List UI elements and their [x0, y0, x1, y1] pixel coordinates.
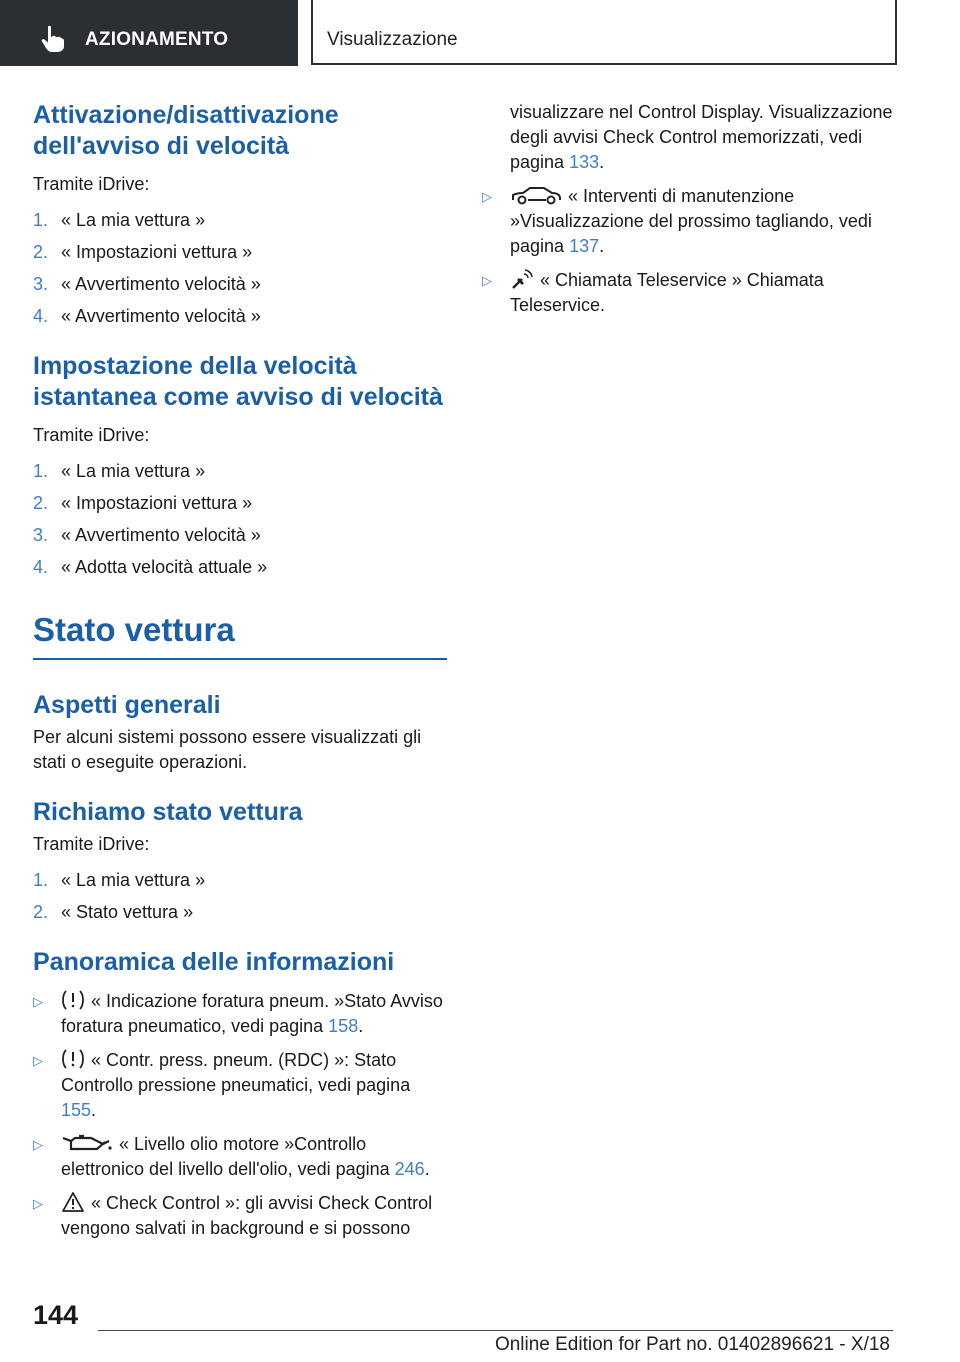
bullet-triangle-icon: ▷: [482, 189, 492, 204]
right-column: [482, 100, 902, 318]
page-number: 144: [33, 1300, 79, 1330]
intro-text: Tramite iDrive:: [33, 425, 150, 445]
section-heading: Richiamo stato vettura: [33, 798, 303, 826]
body-text: Per alcuni sistemi possono essere visualizzati gli stati o eseguite operazioni.: [33, 727, 422, 772]
section-tab: [0, 0, 298, 66]
footer-rule: [98, 1330, 893, 1331]
list-item: ▷ « Check Control »: gli avvisi Check Control vengono salvati in background e si possono: [33, 1193, 433, 1238]
page-link[interactable]: 133: [569, 152, 600, 172]
intro-text: Tramite iDrive:: [33, 174, 150, 194]
section-heading: Attivazione/disattivazione dell'avviso di velocità: [33, 101, 339, 160]
continued-text: visualizzare nel Control Display. Visualizzazione degli avvisi Check Control memorizzati, vedi pagina 133.: [510, 102, 893, 172]
info-list: [33, 989, 447, 1241]
list-item: 1. « La mia vettura »: [33, 210, 206, 230]
list-item: 3. « Avvertimento velocità »: [33, 525, 261, 545]
teleservice-icon: [510, 268, 534, 290]
page-link[interactable]: 137: [569, 236, 600, 256]
car-service-icon: [510, 184, 562, 206]
bullet-triangle-icon: ▷: [482, 273, 492, 288]
bullet-triangle-icon: ▷: [33, 1137, 43, 1152]
section-heading: Panoramica delle informazioni: [33, 948, 395, 976]
bullet-triangle-icon: ▷: [33, 1196, 43, 1211]
bullet-triangle-icon: ▷: [33, 1053, 43, 1068]
page-link[interactable]: 158: [328, 1016, 359, 1036]
chapter-heading: Stato vettura: [33, 611, 235, 648]
list-item: ▷ « Chiamata Teleservice » Chiamata Teleservice.: [482, 270, 824, 315]
chapter-tab: [311, 0, 897, 65]
steps-list: [33, 208, 447, 329]
tire-warning-icon: [61, 1048, 85, 1070]
list-item: 4. « Avvertimento velocità »: [33, 306, 261, 326]
list-item: 2. « Stato vettura »: [33, 902, 194, 922]
steps-list: [33, 459, 447, 580]
list-item: 2. « Impostazioni vettura »: [33, 493, 253, 513]
tire-warning-icon: [61, 989, 85, 1011]
intro-text: Tramite iDrive:: [33, 834, 150, 854]
list-item: 1. « La mia vettura »: [33, 461, 206, 481]
page-link[interactable]: 246: [394, 1159, 425, 1179]
list-item: 3. « Avvertimento velocità »: [33, 274, 261, 294]
steps-list: [33, 868, 447, 925]
page-link[interactable]: 155: [61, 1100, 92, 1120]
section-heading: Aspetti generali: [33, 691, 221, 719]
list-item: ▷ « Contr. press. pneum. (RDC) »: Stato Controllo pressione pneumatici, vedi pagina 155.: [33, 1050, 411, 1120]
list-item: ▷ « Interventi di manutenzione »Visualizzazione del prossimo tagliando, vedi pagina 137.: [482, 186, 872, 256]
bullet-triangle-icon: ▷: [33, 994, 43, 1009]
list-item: 1. « La mia vettura »: [33, 870, 206, 890]
chapter-label: Visualizzazione: [327, 29, 458, 50]
list-item: 2. « Impostazioni vettura »: [33, 242, 253, 262]
oil-can-icon: [61, 1132, 113, 1154]
list-item: ▷ « Livello olio motore »Controllo elettronico del livello dell'olio, vedi pagina 246.: [33, 1134, 430, 1179]
section-heading: Impostazione della velocità istantanea come avviso di velocità: [33, 352, 443, 411]
page-header: [0, 0, 960, 66]
left-column: [33, 100, 447, 1241]
footer-edition: Online Edition for Part no. 01402896621 - X/18: [494, 1334, 890, 1355]
info-list: [482, 184, 902, 318]
hand-touch-icon: [40, 25, 66, 53]
list-item: 4. « Adotta velocità attuale »: [33, 557, 268, 577]
list-item: ▷ « Indicazione foratura pneum. »Stato Avviso foratura pneumatico, vedi pagina 158.: [33, 991, 443, 1036]
section-label: AZIONAMENTO: [85, 29, 229, 50]
warning-triangle-icon: [61, 1191, 85, 1213]
